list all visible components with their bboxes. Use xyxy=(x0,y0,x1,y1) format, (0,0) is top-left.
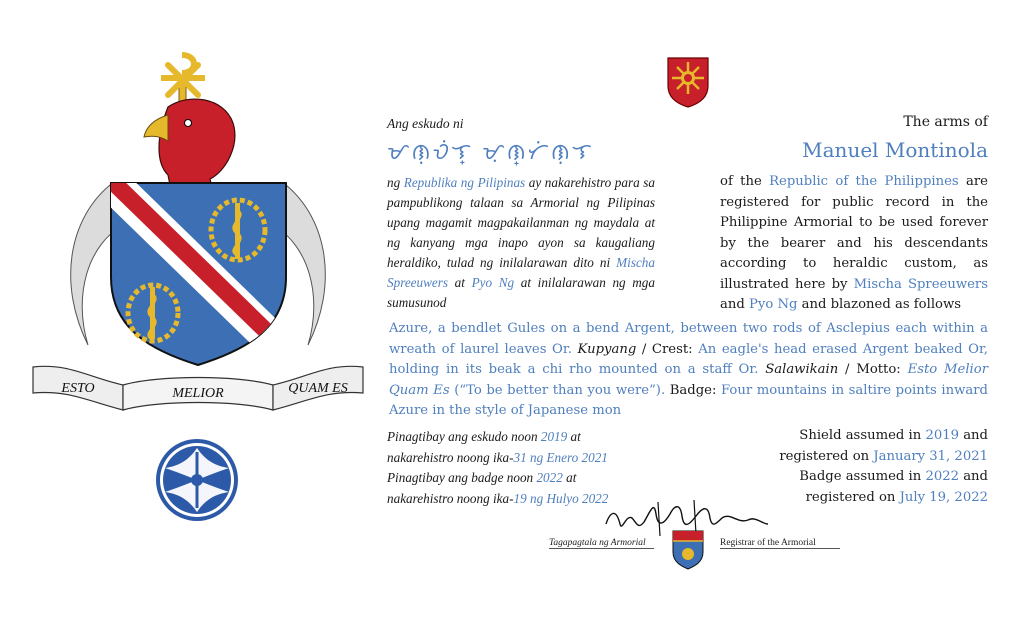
blazon-run: An eagle's head erased Argent beaked Or, holding in its beak a chi rho mounted on a staff Or. xyxy=(389,341,988,377)
baybayin-name: ᜋᜈᜓᜏᜒᜎ᜔ ᜋᜓᜈ᜔ᜆᜒᜈᜓᜎ xyxy=(387,140,594,165)
right-date-run: 2022 xyxy=(925,469,959,484)
left-date-run: at xyxy=(562,470,577,485)
blazon-run: Badge: xyxy=(669,382,721,398)
motto-word-3: QUAM ES xyxy=(288,381,348,396)
right-date-run: registered on xyxy=(779,448,874,464)
badge-mon-icon xyxy=(155,438,239,522)
right-date-run: and xyxy=(959,469,988,484)
left-body xyxy=(387,173,655,313)
blazon-run: Salawikain xyxy=(765,362,839,377)
left-date-run: nakarehistro noong ika- xyxy=(387,449,514,465)
left-date-run: 19 ng Hulyo 2022 xyxy=(513,490,609,506)
right-body-run: and xyxy=(720,297,749,312)
left-date-line xyxy=(387,468,717,489)
blazon-run: / Crest: xyxy=(636,341,699,357)
left-body-run: ng xyxy=(387,175,404,190)
left-body-run: Mischa Spreeuwers xyxy=(387,255,655,290)
right-date-run: January 31, 2021 xyxy=(873,448,988,464)
motto-word-1: ESTO xyxy=(61,381,95,396)
right-body-run: are registered for public record in the Philippine Armorial to be used forever by the bearer and his descendants according to heraldic custom, as illustrated here by xyxy=(720,174,988,292)
blazon-run: (“To be better than you were”). xyxy=(449,382,670,398)
blazon-run: Kupyang xyxy=(577,341,637,357)
left-signature-label: Tagapagtala ng Armorial xyxy=(549,538,654,549)
left-date-run: 2019 xyxy=(540,429,568,444)
left-body-run: ay nakarehistro para sa pampublikong talaan sa Armorial ng Pilipinas upang magamit magpakailanman ng maydala at ng kanyang mga inapo ayon sa kaugaliang heraldiko, tulad ng inilalarawan dito ni xyxy=(387,175,656,270)
philippine-armorial-emblem xyxy=(666,56,710,108)
left-date-line xyxy=(387,448,717,469)
right-date-line xyxy=(700,426,988,447)
right-body-run: Mischa Spreeuwers xyxy=(853,276,988,292)
blazon-run: Four mountains in saltire points inward Azure in the style of Japanese mon xyxy=(389,382,989,418)
right-date-run: registered on xyxy=(805,489,900,505)
right-date-run: Shield assumed in xyxy=(799,428,926,443)
right-heading: The arms of xyxy=(903,114,988,130)
blazon-run: Esto Melior Quam Es xyxy=(389,362,988,398)
right-body-run: and blazoned as follows xyxy=(797,297,962,312)
left-body-run: at xyxy=(448,275,472,290)
right-body-run: Republic of the Philippines xyxy=(769,174,959,189)
motto-scroll xyxy=(33,366,363,410)
left-date-run: Pinagtibay ang badge noon xyxy=(387,470,537,485)
right-signature-label: Registrar of the Armorial xyxy=(720,538,840,549)
left-date-line xyxy=(387,427,717,448)
armorial-seal xyxy=(672,530,704,570)
right-date-run: July 19, 2022 xyxy=(899,489,988,505)
left-body-run: at inilalarawan ng mga sumusunod xyxy=(387,275,655,310)
right-date-line xyxy=(700,447,988,468)
right-date-run: Badge assumed in xyxy=(799,469,926,484)
motto-word-2: MELIOR xyxy=(172,386,224,401)
left-date-run: nakarehistro noong ika- xyxy=(387,490,514,506)
shield xyxy=(98,170,308,375)
right-body-run: Pyo Ng xyxy=(749,297,798,312)
left-date-run: 31 ng Enero 2021 xyxy=(513,449,608,465)
blazon-run: Azure, a bendlet Gules on a bend Argent, between two rods of Asclepius each within a wreath of laurel leaves Or. xyxy=(389,321,988,357)
right-body-run: of the xyxy=(720,174,770,189)
left-body-run: Republika ng Pilipinas xyxy=(403,175,526,190)
right-date-run: 2019 xyxy=(925,428,959,443)
blazon xyxy=(389,319,988,422)
right-body xyxy=(720,172,988,316)
left-heading: Ang eskudo ni xyxy=(387,116,464,131)
blazon-run: / Motto: xyxy=(838,362,908,377)
left-date-run: 2022 xyxy=(536,470,563,485)
coat-of-arms xyxy=(28,45,368,425)
left-date-run: Pinagtibay ang eskudo noon xyxy=(387,429,541,444)
left-body-run: Pyo Ng xyxy=(471,275,515,290)
right-name: Manuel Montinola xyxy=(802,138,988,162)
right-date-line xyxy=(700,467,988,488)
left-date-run: at xyxy=(567,429,581,444)
right-date-run: and xyxy=(959,428,988,443)
